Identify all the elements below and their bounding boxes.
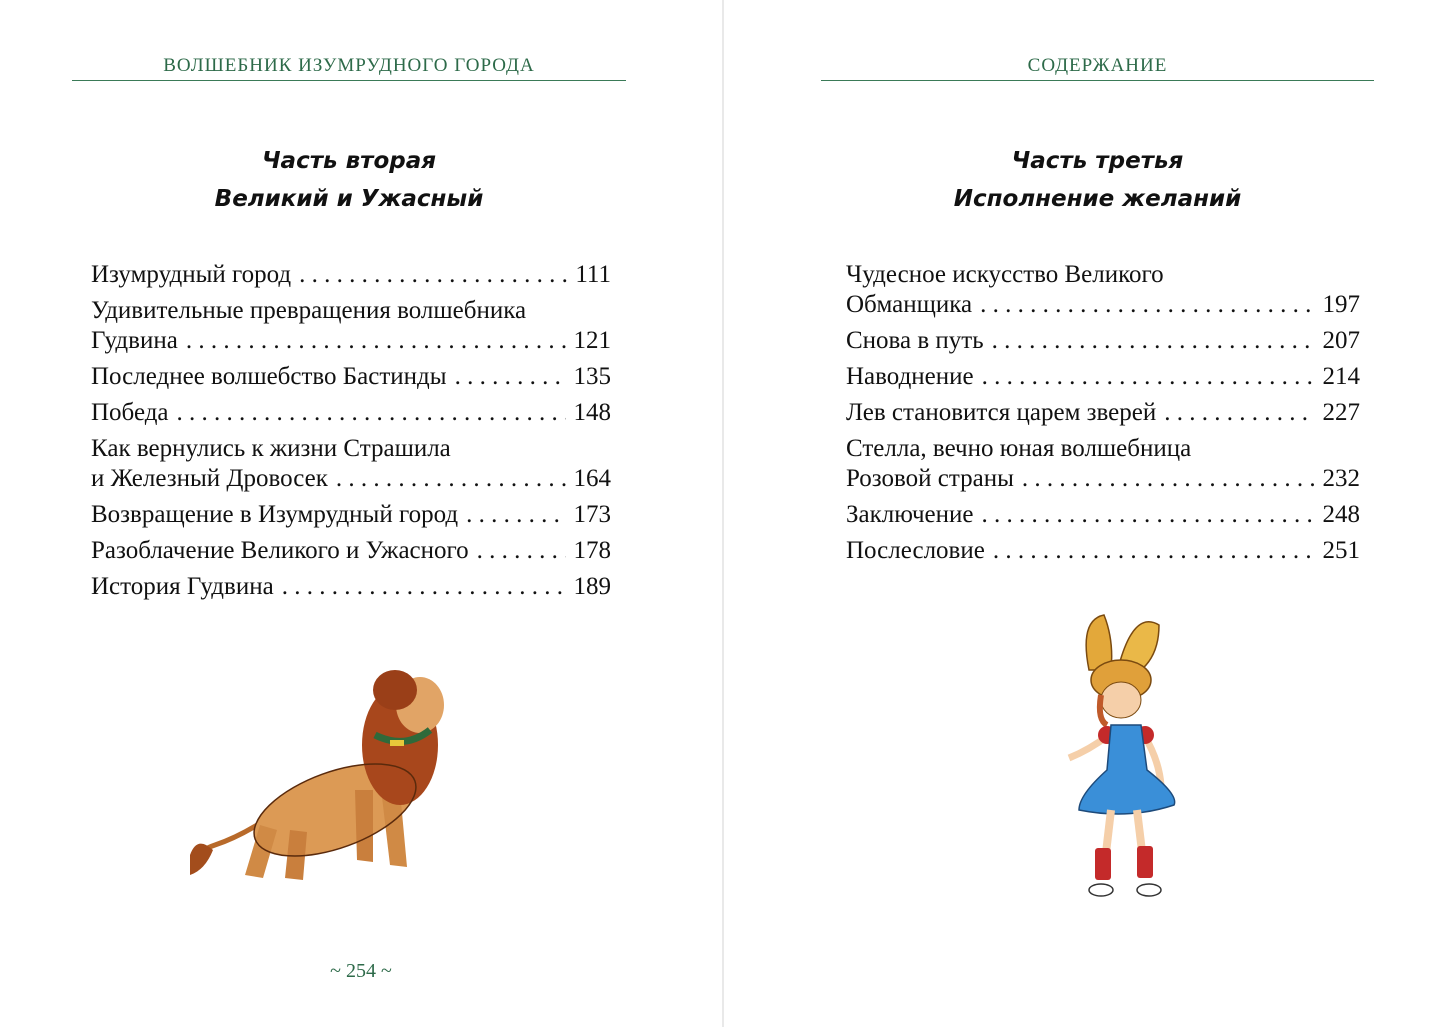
- toc-entry-title: Послесловие: [846, 537, 985, 564]
- toc-entry-title-line1: Как вернулись к жизни Страшила: [91, 435, 451, 462]
- toc-entry: [91, 536, 611, 566]
- toc-entry-page: 173: [573, 501, 611, 528]
- toc-entry: [846, 536, 1360, 566]
- toc-entry-row: [846, 326, 1360, 356]
- toc-entry-page: 189: [573, 573, 611, 600]
- toc-entry-title: и Железный Дровосек: [91, 465, 328, 492]
- dot-leader: [993, 536, 1315, 566]
- toc-entry: [846, 260, 1360, 320]
- part-title: [821, 142, 1374, 218]
- toc-entry-page: 214: [1322, 363, 1360, 390]
- toc-entry-page: 178: [573, 537, 611, 564]
- toc-entry-row: [91, 536, 611, 566]
- toc-entry: [91, 572, 611, 602]
- toc-entry-title-line1: Чудесное искусство Великого: [846, 261, 1164, 288]
- toc-entry-row: [91, 500, 611, 530]
- right-page: [724, 0, 1451, 1027]
- toc-entry: [91, 500, 611, 530]
- toc-entry: [846, 500, 1360, 530]
- toc-entry-page: 148: [573, 399, 611, 426]
- left-page: [0, 0, 722, 1027]
- dot-leader: [1022, 464, 1315, 494]
- toc-entry-title: Обманщика: [846, 291, 973, 318]
- dot-leader: [186, 326, 566, 356]
- dot-leader: [992, 326, 1315, 356]
- toc-entry: [91, 260, 611, 290]
- toc-entry: [91, 296, 611, 356]
- toc-entry-row: [91, 572, 611, 602]
- page-number: ~ 254 ~: [330, 960, 392, 982]
- toc-entry-title-line1: Удивительные превращения волшебника: [91, 297, 527, 324]
- toc-entry-row: [846, 362, 1360, 392]
- dot-leader: [177, 398, 566, 428]
- toc-entry-title: История Гудвина: [91, 573, 274, 600]
- part-label: Часть вторая: [261, 148, 437, 174]
- toc-entry-page: 197: [1322, 291, 1360, 318]
- toc-entry: [846, 434, 1360, 494]
- toc-entry-title: Наводнение: [846, 363, 974, 390]
- dot-leader: [336, 464, 566, 494]
- toc-entry-title: Изумрудный город: [91, 261, 292, 288]
- toc-entry-page: 121: [573, 327, 611, 354]
- toc-list: [91, 260, 611, 608]
- toc-entry-page: 248: [1322, 501, 1360, 528]
- toc-entry-page: 227: [1322, 399, 1360, 426]
- running-head: ВОЛШЕБНИК ИЗУМРУДНОГО ГОРОДА: [163, 55, 535, 76]
- girl-illustration: [1049, 610, 1199, 910]
- toc-entry-row: [846, 464, 1360, 494]
- dot-leader: [982, 362, 1315, 392]
- part-title: [72, 142, 626, 218]
- toc-entry-row: [91, 362, 611, 392]
- toc-entry: [91, 362, 611, 392]
- toc-entry-row: [846, 500, 1360, 530]
- dot-leader: [1164, 398, 1314, 428]
- dot-leader: [282, 572, 566, 602]
- dot-leader: [299, 260, 567, 290]
- part-subtitle: Великий и Ужасный: [214, 186, 484, 212]
- dot-leader: [982, 500, 1315, 530]
- toc-entry-title: Розовой страны: [846, 465, 1014, 492]
- toc-entry: [91, 398, 611, 428]
- toc-entry-page: 207: [1322, 327, 1360, 354]
- toc-entry-row: [846, 398, 1360, 428]
- toc-entry-title: Снова в путь: [846, 327, 984, 354]
- toc-entry-row: [846, 290, 1360, 320]
- toc-entry-row: [91, 260, 611, 290]
- toc-entry-page: 164: [573, 465, 611, 492]
- dot-leader: [455, 362, 566, 392]
- toc-entry-title: Возвращение в Изумрудный город: [91, 501, 459, 528]
- part-subtitle: Исполнение желаний: [953, 186, 1242, 212]
- toc-entry-page: 111: [575, 261, 611, 288]
- toc-entry-title: Разоблачение Великого и Ужасного: [91, 537, 469, 564]
- toc-entry-page: 251: [1322, 537, 1360, 564]
- toc-entry-row: [91, 398, 611, 428]
- toc-entry-row: [846, 536, 1360, 566]
- toc-entry-title: Последнее волшебство Бастинды: [91, 363, 447, 390]
- header-rule: [72, 80, 626, 81]
- dot-leader: [477, 536, 566, 566]
- toc-entry: [846, 362, 1360, 392]
- toc-entry-row: [91, 464, 611, 494]
- part-label: Часть третья: [1011, 148, 1184, 174]
- dot-leader: [980, 290, 1314, 320]
- toc-list: [846, 260, 1360, 572]
- running-head: СОДЕРЖАНИЕ: [1027, 55, 1168, 76]
- header-rule: [821, 80, 1374, 81]
- dot-leader: [466, 500, 565, 530]
- toc-entry-title-line1: Стелла, вечно юная волшебница: [846, 435, 1192, 462]
- toc-entry-title: Победа: [91, 399, 169, 426]
- toc-entry-title: Заключение: [846, 501, 974, 528]
- toc-entry: [846, 398, 1360, 428]
- lion-illustration: [185, 660, 450, 890]
- toc-entry-page: 135: [573, 363, 611, 390]
- toc-entry-title: Гудвина: [91, 327, 178, 354]
- toc-entry-title: Лев становится царем зверей: [846, 399, 1157, 426]
- toc-entry: [846, 326, 1360, 356]
- toc-entry: [91, 434, 611, 494]
- toc-entry-page: 232: [1322, 465, 1360, 492]
- toc-entry-row: [91, 326, 611, 356]
